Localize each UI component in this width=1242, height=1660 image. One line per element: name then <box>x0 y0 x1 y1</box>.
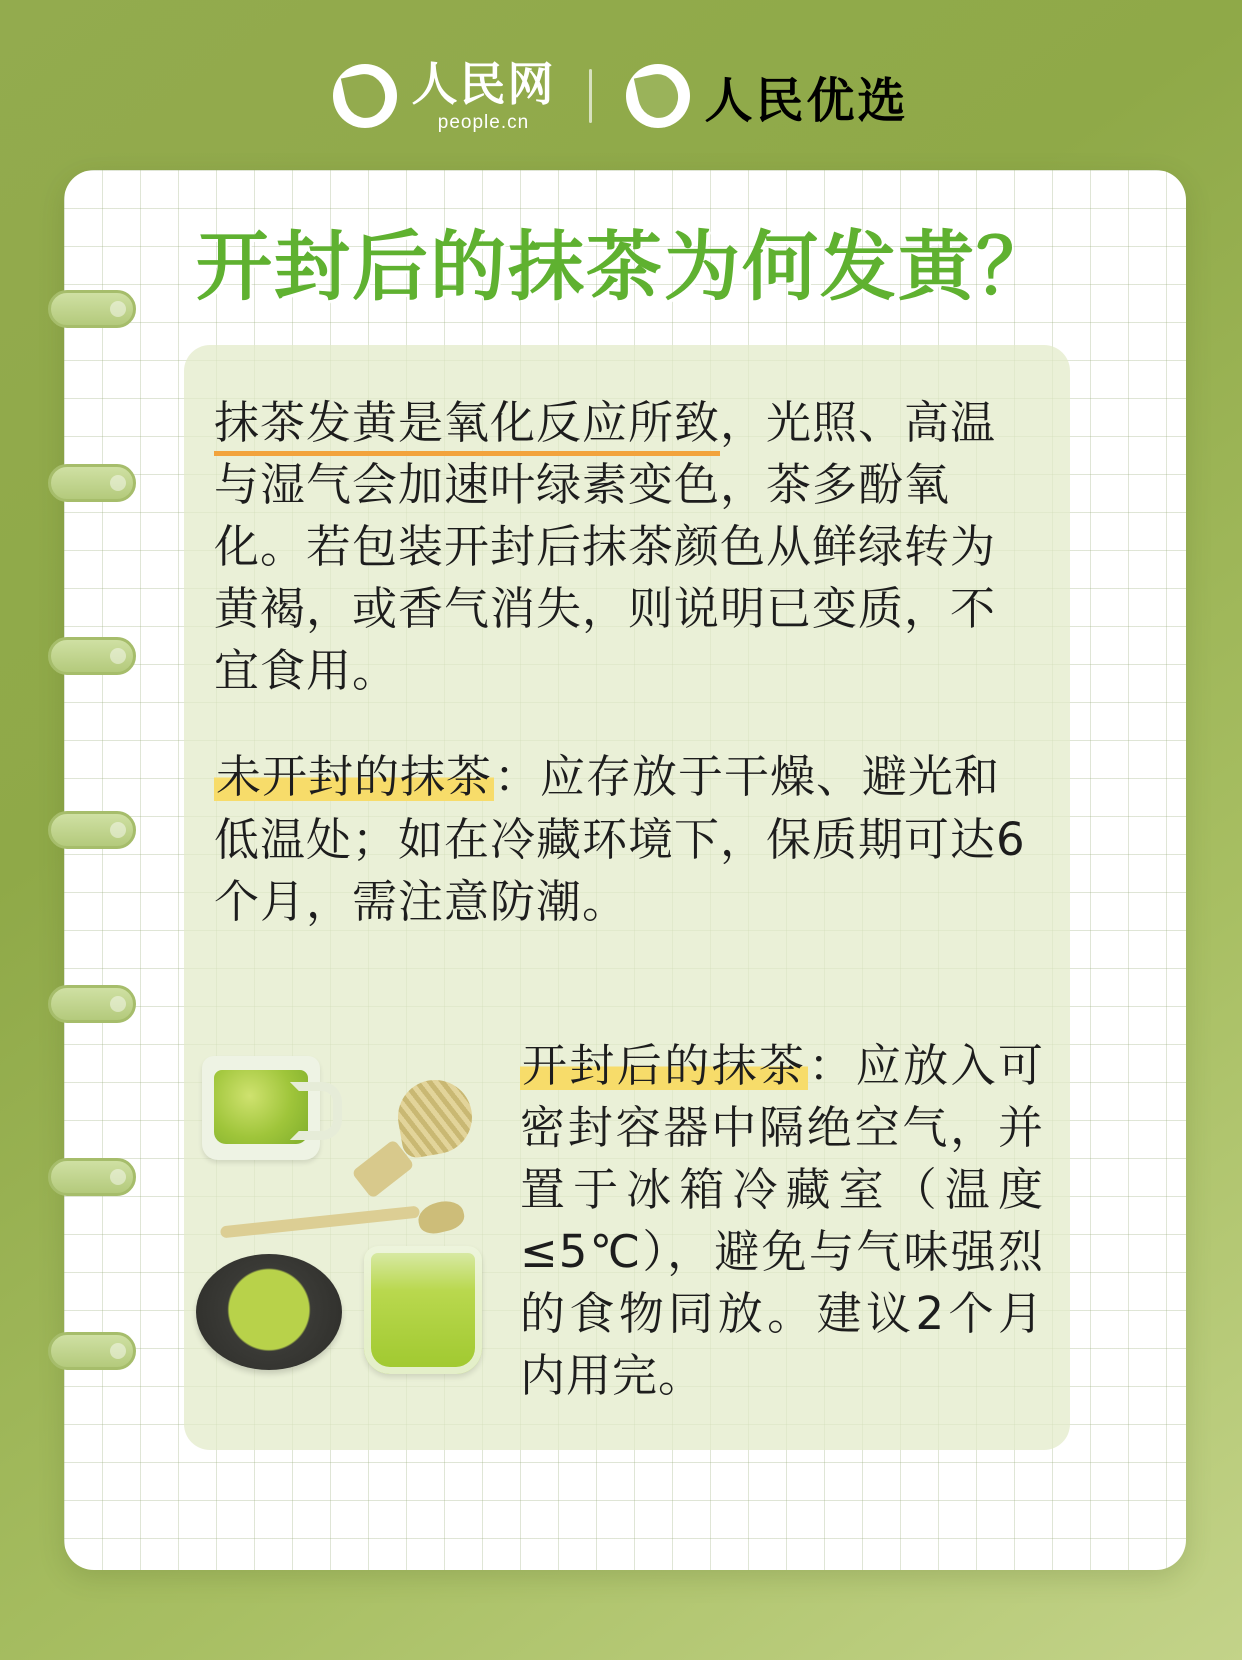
binder-ring <box>48 985 136 1023</box>
scoop-stick <box>220 1206 420 1239</box>
binder-ring <box>48 290 136 328</box>
people-youxuan-logo <box>626 62 908 131</box>
brand-header <box>0 46 1242 146</box>
paragraph-1 <box>214 392 1040 702</box>
binder-ring <box>48 1332 136 1370</box>
matcha-illustration <box>196 1050 506 1380</box>
article-body <box>214 392 1040 933</box>
binder-rings <box>48 290 138 1370</box>
paragraph-3 <box>520 1035 1044 1408</box>
page-title: 开封后的抹茶为何发黄？ <box>196 222 1054 311</box>
paragraph-3-label: 开封后的抹茶 <box>522 1039 807 1092</box>
people-cn-domain: people.cn <box>437 111 530 133</box>
matcha-cup-icon <box>202 1056 320 1160</box>
matcha-glass-icon <box>364 1246 482 1374</box>
matcha-bowl-icon <box>196 1254 342 1370</box>
bamboo-whisk-icon <box>354 1080 472 1190</box>
binder-ring <box>48 637 136 675</box>
logo-divider <box>589 69 592 123</box>
bamboo-scoop-icon <box>220 1200 470 1240</box>
scoop-bowl <box>415 1197 467 1237</box>
people-cn-logo-text <box>411 57 556 133</box>
paragraph-3-body: ：应放入可密封容器中隔绝空气，并置于冰箱冷藏室（温度≤5℃），避免与气味强烈的食物同放。建议2个月内用完。 <box>520 1039 1044 1403</box>
binder-ring <box>48 1158 136 1196</box>
people-youxuan-name: 人民优选 <box>704 72 909 129</box>
leaf-circle-icon <box>333 64 397 128</box>
paragraph-1-rest: ，光照、高温与湿气会加速叶绿素变色，茶多酚氧化。若包装开封后抹茶颜色从鲜绿转为黄褐，或香气消失，则说明已变质，不宜食用。 <box>214 396 997 698</box>
paragraph-2-label: 未开封的抹茶 <box>216 750 493 804</box>
leaf-circle-icon-secondary <box>626 64 690 128</box>
whisk-tines <box>392 1074 478 1160</box>
paragraph-2 <box>214 746 1040 932</box>
people-cn-name: 人民网 <box>411 57 556 110</box>
paragraph-1-underlined: 抹茶发黄是氧化反应所致 <box>214 396 720 456</box>
paragraph-2-body: ：应存放于干燥、避光和低温处；如在冷藏环境下，保质期可达6个月，需注意防潮。 <box>214 750 1026 928</box>
binder-ring <box>48 811 136 849</box>
binder-ring <box>48 464 136 502</box>
people-cn-logo <box>333 57 556 133</box>
